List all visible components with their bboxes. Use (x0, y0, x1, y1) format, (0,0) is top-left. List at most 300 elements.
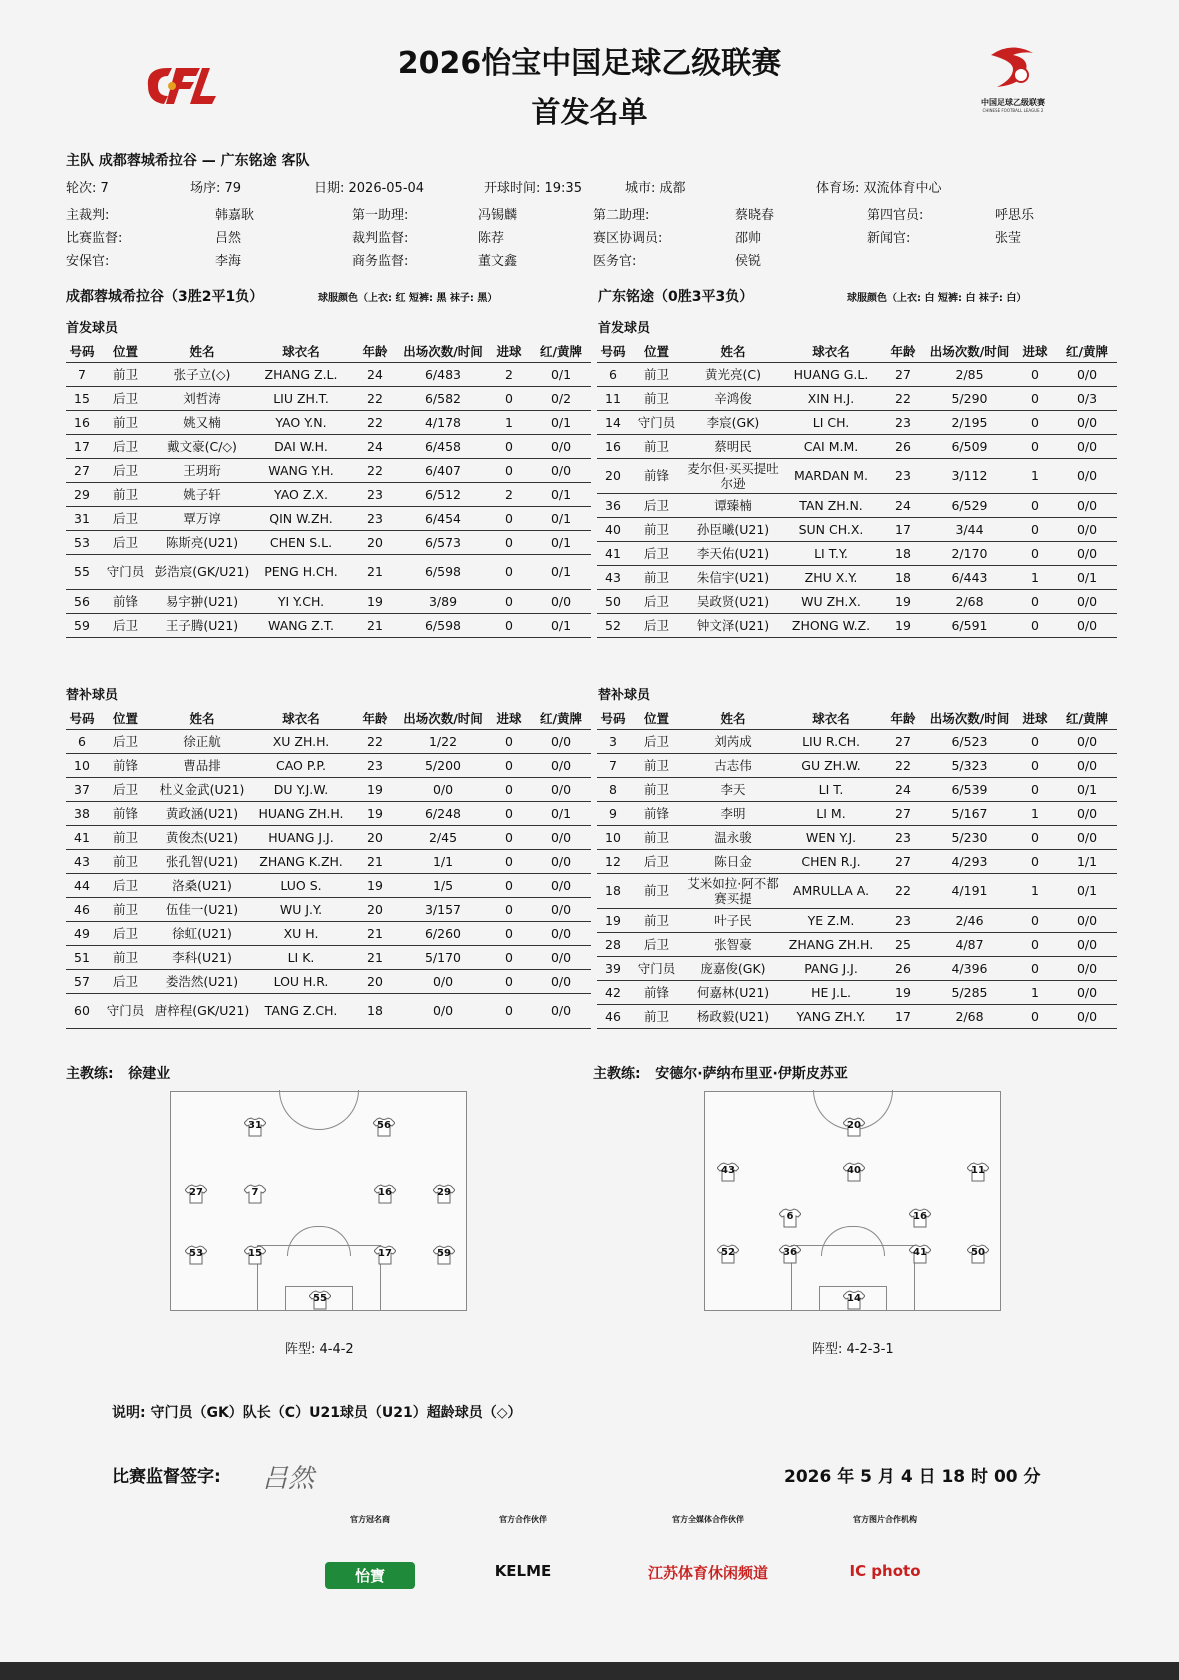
player-shirt-icon (967, 1162, 989, 1182)
table-row (66, 993, 591, 1028)
table-cell: 0 (487, 873, 531, 897)
official-name: 蔡晓春 (735, 208, 775, 223)
table-row (66, 613, 591, 637)
home-team-title: 成都蓉城希拉谷（3胜2平1负） (66, 289, 264, 305)
table-cell: 前卫 (98, 825, 153, 849)
table-cell: 张子立(◇) (153, 362, 251, 386)
table-cell: TANG Z.CH. (251, 993, 351, 1028)
table-cell: 娄浩然(U21) (153, 969, 251, 993)
table-cell: 彭浩宸(GK/U21) (153, 554, 251, 589)
table-row (66, 506, 591, 530)
table-header-row (66, 707, 591, 729)
table-cell: 前卫 (98, 410, 153, 434)
column-header: 号码 (66, 707, 98, 729)
table-cell: 前锋 (629, 458, 684, 493)
table-cell: 57 (66, 969, 98, 993)
table-cell: 22 (351, 729, 399, 753)
home-coach-name: 徐建业 (128, 1066, 171, 1082)
table-cell: 后卫 (629, 589, 684, 613)
table-cell: 44 (66, 873, 98, 897)
table-cell: 10 (66, 753, 98, 777)
table-cell: 0 (487, 801, 531, 825)
table-cell: 前锋 (98, 589, 153, 613)
table-cell: 0/0 (1057, 908, 1117, 932)
table-cell: 后卫 (98, 506, 153, 530)
table-cell: 0 (1013, 932, 1057, 956)
table-row (66, 753, 591, 777)
table-cell: 52 (597, 613, 629, 637)
column-header: 进球 (1013, 340, 1057, 362)
official-name: 陈荐 (478, 231, 505, 246)
table-row (597, 541, 1117, 565)
table-cell: PENG H.CH. (251, 554, 351, 589)
column-header: 号码 (597, 340, 629, 362)
table-cell: 0/1 (531, 530, 591, 554)
table-cell: 26 (880, 956, 926, 980)
table-cell: 钟文泽(U21) (684, 613, 782, 637)
shirt-number: 41 (913, 1247, 927, 1258)
table-cell: WEN Y.J. (782, 825, 880, 849)
table-cell: 0/0 (1057, 801, 1117, 825)
player-shirt-icon (909, 1244, 931, 1264)
page-subtitle: 首发名单 (531, 95, 648, 129)
table-cell: LI T.Y. (782, 541, 880, 565)
table-cell: 2/68 (926, 589, 1013, 613)
table-cell: 0 (487, 993, 531, 1028)
column-header: 年龄 (880, 340, 926, 362)
player-shirt-icon (185, 1245, 207, 1265)
table-cell: 5/230 (926, 825, 1013, 849)
away-formation-pitch (704, 1091, 1001, 1311)
table-cell: CAI M.M. (782, 434, 880, 458)
table-row (66, 362, 591, 386)
table-cell: 徐虹(U21) (153, 921, 251, 945)
table-cell: 0/0 (531, 897, 591, 921)
table-cell: 0 (487, 753, 531, 777)
table-cell: 后卫 (98, 613, 153, 637)
table-row (597, 908, 1117, 932)
player-shirt-icon (909, 1208, 931, 1228)
player-shirt-icon (309, 1290, 331, 1310)
table-cell: 0/0 (1057, 825, 1117, 849)
table-cell: 曹品排 (153, 753, 251, 777)
table-cell: XIN H.J. (782, 386, 880, 410)
official-label: 第四官员: (867, 208, 924, 223)
table-row (66, 873, 591, 897)
table-cell: 17 (66, 434, 98, 458)
shirt-number: 50 (971, 1247, 985, 1258)
table-cell: 2/195 (926, 410, 1013, 434)
table-cell: 8 (597, 777, 629, 801)
player-shirt-icon (843, 1162, 865, 1182)
table-cell: 前锋 (98, 801, 153, 825)
table-cell: 27 (880, 729, 926, 753)
table-cell: 后卫 (629, 729, 684, 753)
table-cell: 4/293 (926, 849, 1013, 873)
table-cell: 后卫 (98, 458, 153, 482)
table-cell: 0 (487, 589, 531, 613)
shirt-number: 29 (437, 1187, 451, 1198)
table-cell: 5/285 (926, 980, 1013, 1004)
table-cell: 4/178 (399, 410, 487, 434)
table-cell: PANG J.J. (782, 956, 880, 980)
table-cell: 后卫 (98, 434, 153, 458)
table-cell: DAI W.H. (251, 434, 351, 458)
table-cell: 4/87 (926, 932, 1013, 956)
shirt-number: 17 (378, 1248, 392, 1259)
table-cell: 1 (1013, 980, 1057, 1004)
shirt-number: 55 (313, 1293, 327, 1304)
table-cell: 0 (1013, 956, 1057, 980)
table-cell: 庞嘉俊(GK) (684, 956, 782, 980)
table-cell: 0 (1013, 1004, 1057, 1028)
table-cell: ZHU X.Y. (782, 565, 880, 589)
table-cell: LI CH. (782, 410, 880, 434)
player-shirt-icon (717, 1244, 739, 1264)
table-cell: 20 (351, 897, 399, 921)
sponsor-logo: KELME (494, 1562, 552, 1580)
official-name: 李海 (215, 254, 242, 269)
table-cell: 22 (351, 386, 399, 410)
table-cell: CHEN S.L. (251, 530, 351, 554)
table-cell: 5/170 (399, 945, 487, 969)
table-cell: 0 (1013, 517, 1057, 541)
table-cell: 1/1 (1057, 849, 1117, 873)
table-cell: WANG Y.H. (251, 458, 351, 482)
column-header: 号码 (597, 707, 629, 729)
table-cell: 56 (66, 589, 98, 613)
table-cell: 0/0 (531, 873, 591, 897)
table-cell: 孙臣曦(U21) (684, 517, 782, 541)
shirt-number: 31 (248, 1120, 262, 1131)
table-cell: 6/407 (399, 458, 487, 482)
table-row (66, 482, 591, 506)
away-subs-table (597, 707, 1117, 1029)
table-cell: 杨政毅(U21) (684, 1004, 782, 1028)
table-cell: 23 (351, 482, 399, 506)
table-cell: 0/0 (1057, 362, 1117, 386)
table-cell: 2 (487, 362, 531, 386)
table-cell: HUANG J.J. (251, 825, 351, 849)
table-cell: 吴政贤(U21) (684, 589, 782, 613)
table-cell: 0 (1013, 386, 1057, 410)
shirt-number: 56 (377, 1120, 391, 1131)
table-cell: 王子腾(U21) (153, 613, 251, 637)
table-row (66, 458, 591, 482)
table-cell: 0 (1013, 753, 1057, 777)
shirt-number: 14 (847, 1293, 861, 1304)
match-number: 场序: 79 (190, 181, 242, 196)
table-cell: 25 (880, 932, 926, 956)
table-cell: 0 (487, 921, 531, 945)
table-cell: 37 (66, 777, 98, 801)
table-cell: 陈斯亮(U21) (153, 530, 251, 554)
table-cell: 50 (597, 589, 629, 613)
table-cell: 黄光亮(C) (684, 362, 782, 386)
table-cell: 0/0 (1057, 980, 1117, 1004)
table-cell: 20 (351, 825, 399, 849)
table-cell: 戴文豪(C/◇) (153, 434, 251, 458)
supervisor-sign-label: 比赛监督签字: (112, 1467, 221, 1487)
table-cell: 26 (880, 434, 926, 458)
table-cell: 6/458 (399, 434, 487, 458)
table-cell: 0 (1013, 410, 1057, 434)
match-kickoff: 开球时间: 19:35 (484, 181, 582, 196)
table-cell: 19 (880, 613, 926, 637)
table-cell: 前卫 (629, 825, 684, 849)
column-header: 姓名 (153, 340, 251, 362)
table-cell: TAN ZH.N. (782, 493, 880, 517)
table-cell: 0/0 (531, 969, 591, 993)
table-cell: 0 (487, 729, 531, 753)
column-header: 球衣名 (782, 340, 880, 362)
table-cell: 24 (880, 493, 926, 517)
table-row (597, 386, 1117, 410)
table-cell: 4/396 (926, 956, 1013, 980)
table-row (597, 434, 1117, 458)
table-cell: 前卫 (98, 849, 153, 873)
table-cell: 前卫 (629, 1004, 684, 1028)
table-cell: YAO Y.N. (251, 410, 351, 434)
legend-note: 说明: 守门员（GK）队长（C）U21球员（U21）超龄球员（◇） (112, 1405, 522, 1421)
player-shirt-icon (244, 1184, 266, 1204)
away-kit-colors: 球服颜色（上衣: 白 短裤: 白 袜子: 白） (847, 293, 1027, 304)
table-cell: 0 (1013, 589, 1057, 613)
table-header-row (597, 340, 1117, 362)
table-cell: 后卫 (98, 729, 153, 753)
table-cell: LOU H.R. (251, 969, 351, 993)
table-cell: 41 (66, 825, 98, 849)
table-cell: 7 (66, 362, 98, 386)
table-cell: 6 (66, 729, 98, 753)
official-name: 吕然 (215, 231, 242, 246)
table-cell: 0 (487, 945, 531, 969)
shirt-number: 7 (251, 1187, 259, 1198)
table-cell: 李天佑(U21) (684, 541, 782, 565)
table-cell: 20 (597, 458, 629, 493)
table-row (597, 980, 1117, 1004)
shirt-number: 36 (783, 1247, 797, 1258)
column-header: 球衣名 (251, 340, 351, 362)
home-starters-label: 首发球员 (66, 321, 119, 336)
table-cell: 0/0 (531, 753, 591, 777)
table-cell: 黄俊杰(U21) (153, 825, 251, 849)
table-row (66, 434, 591, 458)
table-cell: GU ZH.W. (782, 753, 880, 777)
player-shirt-icon (374, 1245, 396, 1265)
table-cell: 2/85 (926, 362, 1013, 386)
table-cell: 55 (66, 554, 98, 589)
table-row (597, 458, 1117, 493)
table-cell: 前卫 (98, 897, 153, 921)
table-cell: 2/45 (399, 825, 487, 849)
table-cell: 前卫 (629, 873, 684, 908)
table-cell: LIU ZH.T. (251, 386, 351, 410)
table-cell: 42 (597, 980, 629, 1004)
official-name: 呼思乐 (995, 208, 1035, 223)
table-cell: 21 (351, 554, 399, 589)
table-cell: 后卫 (629, 932, 684, 956)
column-header: 位置 (98, 340, 153, 362)
table-cell: 17 (880, 1004, 926, 1028)
player-shirt-icon (373, 1117, 395, 1137)
table-cell: 2/68 (926, 1004, 1013, 1028)
table-cell: 1 (1013, 565, 1057, 589)
away-starters-label: 首发球员 (598, 321, 651, 336)
table-cell: 46 (597, 1004, 629, 1028)
table-cell: 张智豪 (684, 932, 782, 956)
table-cell: 27 (880, 801, 926, 825)
table-cell: 0 (1013, 541, 1057, 565)
table-row (597, 825, 1117, 849)
table-row (597, 753, 1117, 777)
table-row (597, 493, 1117, 517)
table-cell: LUO S. (251, 873, 351, 897)
table-cell: 前卫 (98, 945, 153, 969)
shirt-number: 59 (437, 1248, 451, 1259)
table-cell: 6/248 (399, 801, 487, 825)
table-cell: 2 (487, 482, 531, 506)
table-cell: 0/0 (531, 458, 591, 482)
official-label: 医务官: (593, 254, 637, 269)
table-row (597, 777, 1117, 801)
table-cell: 6/483 (399, 362, 487, 386)
table-cell: 22 (351, 410, 399, 434)
column-header: 出场次数/时间 (926, 707, 1013, 729)
table-cell: 1/1 (399, 849, 487, 873)
table-cell: 0/0 (531, 993, 591, 1028)
table-row (66, 410, 591, 434)
match-round: 轮次: 7 (66, 181, 109, 196)
table-cell: ZHANG ZH.H. (782, 932, 880, 956)
table-cell: 20 (351, 530, 399, 554)
table-cell: CAO P.P. (251, 753, 351, 777)
table-cell: 14 (597, 410, 629, 434)
table-cell: XU H. (251, 921, 351, 945)
table-cell: 后卫 (629, 541, 684, 565)
table-cell: 辛鸿俊 (684, 386, 782, 410)
table-cell: 53 (66, 530, 98, 554)
table-cell: 0/0 (531, 849, 591, 873)
shirt-number: 16 (913, 1211, 927, 1222)
table-cell: 0 (487, 969, 531, 993)
table-cell: 23 (880, 458, 926, 493)
sponsor-category: 官方全媒体合作伙伴 (672, 1515, 744, 1524)
table-row (66, 729, 591, 753)
table-cell: 3/112 (926, 458, 1013, 493)
table-cell: LI K. (251, 945, 351, 969)
table-header-row (597, 707, 1117, 729)
away-coach-name: 安德尔·萨纳布里亚·伊斯皮苏亚 (655, 1066, 848, 1082)
match-teams: 主队 成都蓉城希拉谷 — 广东铭途 客队 (66, 153, 310, 169)
table-row (66, 589, 591, 613)
table-cell: 后卫 (98, 921, 153, 945)
official-label: 第一助理: (352, 208, 409, 223)
table-row (66, 530, 591, 554)
column-header: 姓名 (684, 707, 782, 729)
home-kit-colors: 球服颜色（上衣: 红 短裤: 黑 袜子: 黑） (318, 293, 498, 304)
column-header: 位置 (629, 340, 684, 362)
player-shirt-icon (374, 1184, 396, 1204)
table-row (66, 801, 591, 825)
table-cell: AMRULLA A. (782, 873, 880, 908)
home-starters-table (66, 340, 591, 638)
table-cell: 前锋 (629, 801, 684, 825)
player-shirt-icon (843, 1290, 865, 1310)
table-cell: 59 (66, 613, 98, 637)
table-cell: 守门员 (629, 956, 684, 980)
table-cell: 11 (597, 386, 629, 410)
table-cell: 21 (351, 613, 399, 637)
table-cell: 刘芮成 (684, 729, 782, 753)
player-shirt-icon (843, 1117, 865, 1137)
table-cell: 守门员 (629, 410, 684, 434)
away-subs-label: 替补球员 (598, 688, 651, 703)
table-cell: 0 (1013, 849, 1057, 873)
table-cell: 2/170 (926, 541, 1013, 565)
table-cell: 前锋 (98, 753, 153, 777)
table-cell: 前卫 (629, 565, 684, 589)
table-cell: 22 (880, 753, 926, 777)
table-cell: 守门员 (98, 554, 153, 589)
table-row (66, 825, 591, 849)
table-cell: 6/591 (926, 613, 1013, 637)
table-cell: 0/0 (1057, 589, 1117, 613)
official-name: 韩嘉耿 (215, 208, 255, 223)
table-cell: 16 (66, 410, 98, 434)
table-cell: 后卫 (98, 969, 153, 993)
table-cell: 3/89 (399, 589, 487, 613)
table-cell: 朱信宇(U21) (684, 565, 782, 589)
table-cell: 23 (880, 908, 926, 932)
table-cell: 0 (487, 554, 531, 589)
table-cell: 陈日金 (684, 849, 782, 873)
table-row (597, 932, 1117, 956)
table-cell: 覃万谆 (153, 506, 251, 530)
table-cell: 0/1 (531, 506, 591, 530)
table-cell: 0/0 (1057, 613, 1117, 637)
table-cell: 0/0 (531, 589, 591, 613)
table-row (66, 945, 591, 969)
table-cell: 17 (880, 517, 926, 541)
table-cell: 49 (66, 921, 98, 945)
table-cell: 0/0 (1057, 434, 1117, 458)
official-label: 第二助理: (593, 208, 650, 223)
table-cell: 0 (487, 613, 531, 637)
table-cell: 19 (880, 589, 926, 613)
table-cell: 古志伟 (684, 753, 782, 777)
official-label: 商务监督: (352, 254, 409, 269)
table-cell: 6/539 (926, 777, 1013, 801)
shirt-number: 11 (971, 1165, 985, 1176)
table-cell: 前卫 (629, 517, 684, 541)
player-shirt-icon (967, 1244, 989, 1264)
table-cell: 27 (66, 458, 98, 482)
table-cell: 后卫 (98, 777, 153, 801)
table-cell: 22 (880, 873, 926, 908)
table-cell: 后卫 (98, 530, 153, 554)
table-cell: ZHANG K.ZH. (251, 849, 351, 873)
table-cell: 黄政涵(U21) (153, 801, 251, 825)
table-cell: 0 (1013, 777, 1057, 801)
table-cell: 叶子民 (684, 908, 782, 932)
away-coach (593, 1063, 848, 1083)
table-cell: 24 (351, 434, 399, 458)
table-cell: 24 (351, 362, 399, 386)
player-shirt-icon (433, 1245, 455, 1265)
table-row (597, 589, 1117, 613)
table-cell: 0/0 (1057, 493, 1117, 517)
